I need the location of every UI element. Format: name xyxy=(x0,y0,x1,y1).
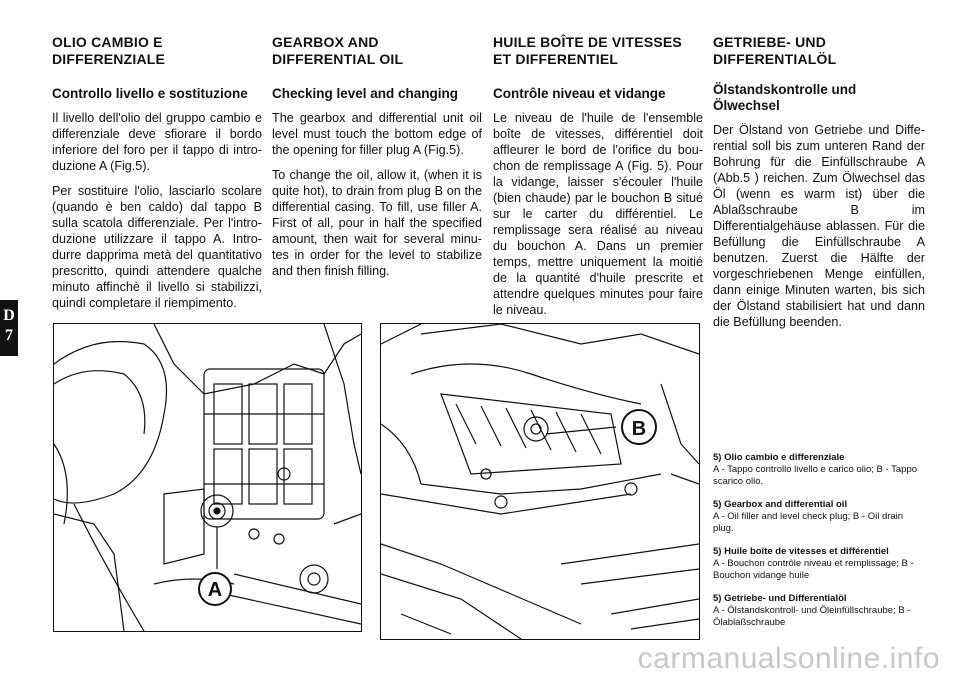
caption-body: A - Bouchon contrôle niveau et remplissage; B - Bouchon vidange huile xyxy=(713,558,914,581)
column-heading: GEARBOX AND DIFFERENTIAL OIL xyxy=(272,34,404,67)
column-paragraph: Le niveau de l'huile de l'ensemble boîte de vitesses, différentiel doit affleurer le bord de l'orifice du bou-chon de remplissage A (Fig. 5). Pour la vidange, laisser s'écouler l'huile (bien chaude) par le bouchon B situé sur le carter du différentiel. Le remplissage sera réalisé au niveau du bouchon A. Dans un premier temps, mettre uniquement la moitié de la quantité d'huile prescrite et attendre quelques minutes pour faire le niveau. xyxy=(493,111,703,317)
caption-italian xyxy=(713,452,925,488)
caption-german xyxy=(713,593,925,629)
gearbox-illustration xyxy=(54,324,361,631)
caption-title: 5) Gearbox and differential oil xyxy=(713,499,848,510)
column-heading: HUILE BOÎTE DE VITESSES ET DIFFERENTIEL xyxy=(493,34,682,67)
differential-illustration xyxy=(381,324,699,639)
column-subheading: Checking level and changing xyxy=(272,86,459,101)
column-paragraph: To change the oil, allow it, (when it is quite hot), to drain from plug B on the differential casing. To fill, use filler A. First of all, pour in half the specified amount, then wait for several minu-tes in order for the level to stabilize and then finish filling. xyxy=(272,168,482,278)
caption-title: 5) Huile boîte de vitesses et différentiel xyxy=(713,546,889,557)
caption-body: A - Ölstandskontroll- und Öleinfüllschraube; B - Ölablaßschraube xyxy=(713,605,911,628)
column-subheading: Controllo livello e sostituzione xyxy=(52,86,248,101)
column-paragraph: The gearbox and differential unit oil level must touch the bottom edge of the opening for filler plug A (Fig.5). xyxy=(272,111,482,157)
caption-title: 5) Getriebe- und Differentialöl xyxy=(713,593,847,604)
column-heading: OLIO CAMBIO E DIFFERENZIALE xyxy=(52,34,166,67)
figure-gearbox-filler-plug xyxy=(53,323,362,632)
column-english xyxy=(272,34,482,288)
column-paragraph: Per sostituire l'olio, lasciarlo scolare (quando è ben caldo) dal tappo B sulla scatola differenziale. Per l'intro-duzione utilizzare il tappo A. Intro-durre dapprima metà del quantitativo prescritto, quindi attendere qualche minuto affinchè il livello si stabilizzi, quindi completare il riempimento. xyxy=(52,184,262,310)
column-paragraph: Der Ölstand von Getriebe und Diffe-rential soll bis zum unteren Rand der Bohrung für die Einfüllschraube A (Abb.5 ) reichen. Zum Ölwechsel das Öl (wenn es warm ist) über die Ablaßschraube B im Differentialgehäuse ablassen. Für die Befüllung die Einfüllschraube A benutzen. Zuerst die Hälfte der vorgeschriebenen Menge einfüllen, dann einige Minuten warten, bis sich der Ölstand stabilisiert hat und dann die Befüllung beenden. xyxy=(713,123,925,329)
column-subheading: Contrôle niveau et vidange xyxy=(493,86,666,101)
column-heading: GETRIEBE- UND DIFFERENTIALÖL xyxy=(713,34,837,67)
caption-body: A - Tappo controllo livello e carico olio; B - Tappo scarico olio. xyxy=(713,464,918,487)
section-tab-letter: D xyxy=(3,307,15,324)
section-tab xyxy=(0,300,18,356)
label-b: B xyxy=(631,418,647,440)
column-german xyxy=(713,34,925,330)
column-italian xyxy=(52,34,262,320)
caption-body: A - Oil filler and level check plug; B - Oil drain plug. xyxy=(713,511,904,534)
watermark: carmanualsonline.info xyxy=(637,642,940,675)
section-tab-number: 7 xyxy=(5,327,13,344)
label-a: A xyxy=(207,579,223,601)
column-paragraph: Il livello dell'olio del gruppo cambio e differenziale deve sfiorare il bordo inferiore del foro per il tappo di intro-duzione A (Fig.5). xyxy=(52,111,262,173)
figure-differential-drain-plug xyxy=(380,323,700,640)
column-subheading: Ölstandskontrolle und Ölwechsel xyxy=(713,82,857,113)
caption-french xyxy=(713,546,925,582)
caption-english xyxy=(713,499,925,535)
column-french xyxy=(493,34,703,327)
caption-title: 5) Olio cambio e differenziale xyxy=(713,452,845,463)
figure-captions xyxy=(713,452,925,640)
